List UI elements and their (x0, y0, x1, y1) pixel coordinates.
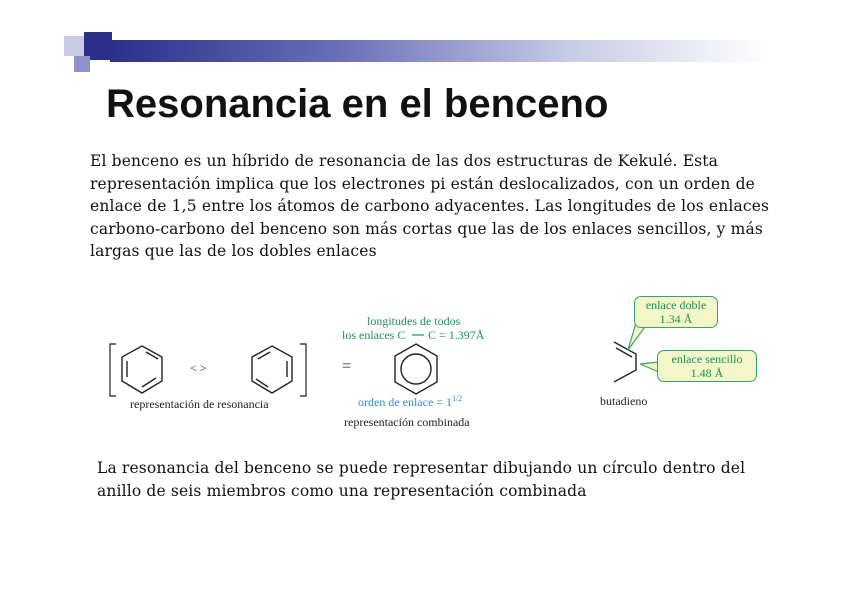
double-bond-label: enlace doble (645, 298, 707, 312)
bond-order-text: orden de enlace = 1 (358, 395, 453, 409)
resonance-caption: representación de resonancia (130, 397, 269, 411)
bond-lengths-line2: los enlaces C (342, 328, 406, 342)
double-bond-callout (634, 296, 718, 328)
butadiene-structure (614, 342, 636, 382)
closing-paragraph: La resonancia del benceno se puede representar dibujando un círculo dentro del anillo de seis miembros como una representación combinada (97, 459, 746, 500)
kekule-structure-2 (252, 346, 292, 393)
bond-lengths-value: C = 1.397Å (428, 328, 485, 342)
single-bond-label: enlace sencillo (671, 352, 743, 366)
intro-paragraph: El benceno es un híbrido de resonancia de las dos estructuras de Kekulé. Esta representación implica que los electrones pi están deslocalizados, con un orden de enlace de 1,5 entre los átomos de carbono adyacentes. Las longitudes de los enlaces carbono-carbono del benceno son más cortas que las de los enlaces sencillos, y más largas que las de los dobles enlaces (90, 152, 770, 260)
equals-sign: = (342, 358, 352, 375)
resonance-arrow: < > (190, 361, 207, 375)
double-bond-value: 1.34 Å (659, 312, 693, 326)
single-bond-callout (657, 350, 757, 382)
left-bracket (110, 344, 116, 396)
bond-lengths-line1: longitudes de todos (367, 314, 461, 328)
single-bond-value: 1.48 Å (690, 366, 724, 380)
combined-benzene (395, 344, 437, 394)
right-bracket (300, 344, 306, 396)
bond-order-fraction: 1/2 (452, 394, 463, 403)
slide-title: Resonancia en el benceno (106, 82, 609, 126)
butadiene-caption: butadieno (600, 394, 648, 408)
bond-order-label (358, 394, 462, 410)
combined-caption: representación combinada (344, 415, 470, 429)
kekule-structure-1 (122, 346, 162, 393)
